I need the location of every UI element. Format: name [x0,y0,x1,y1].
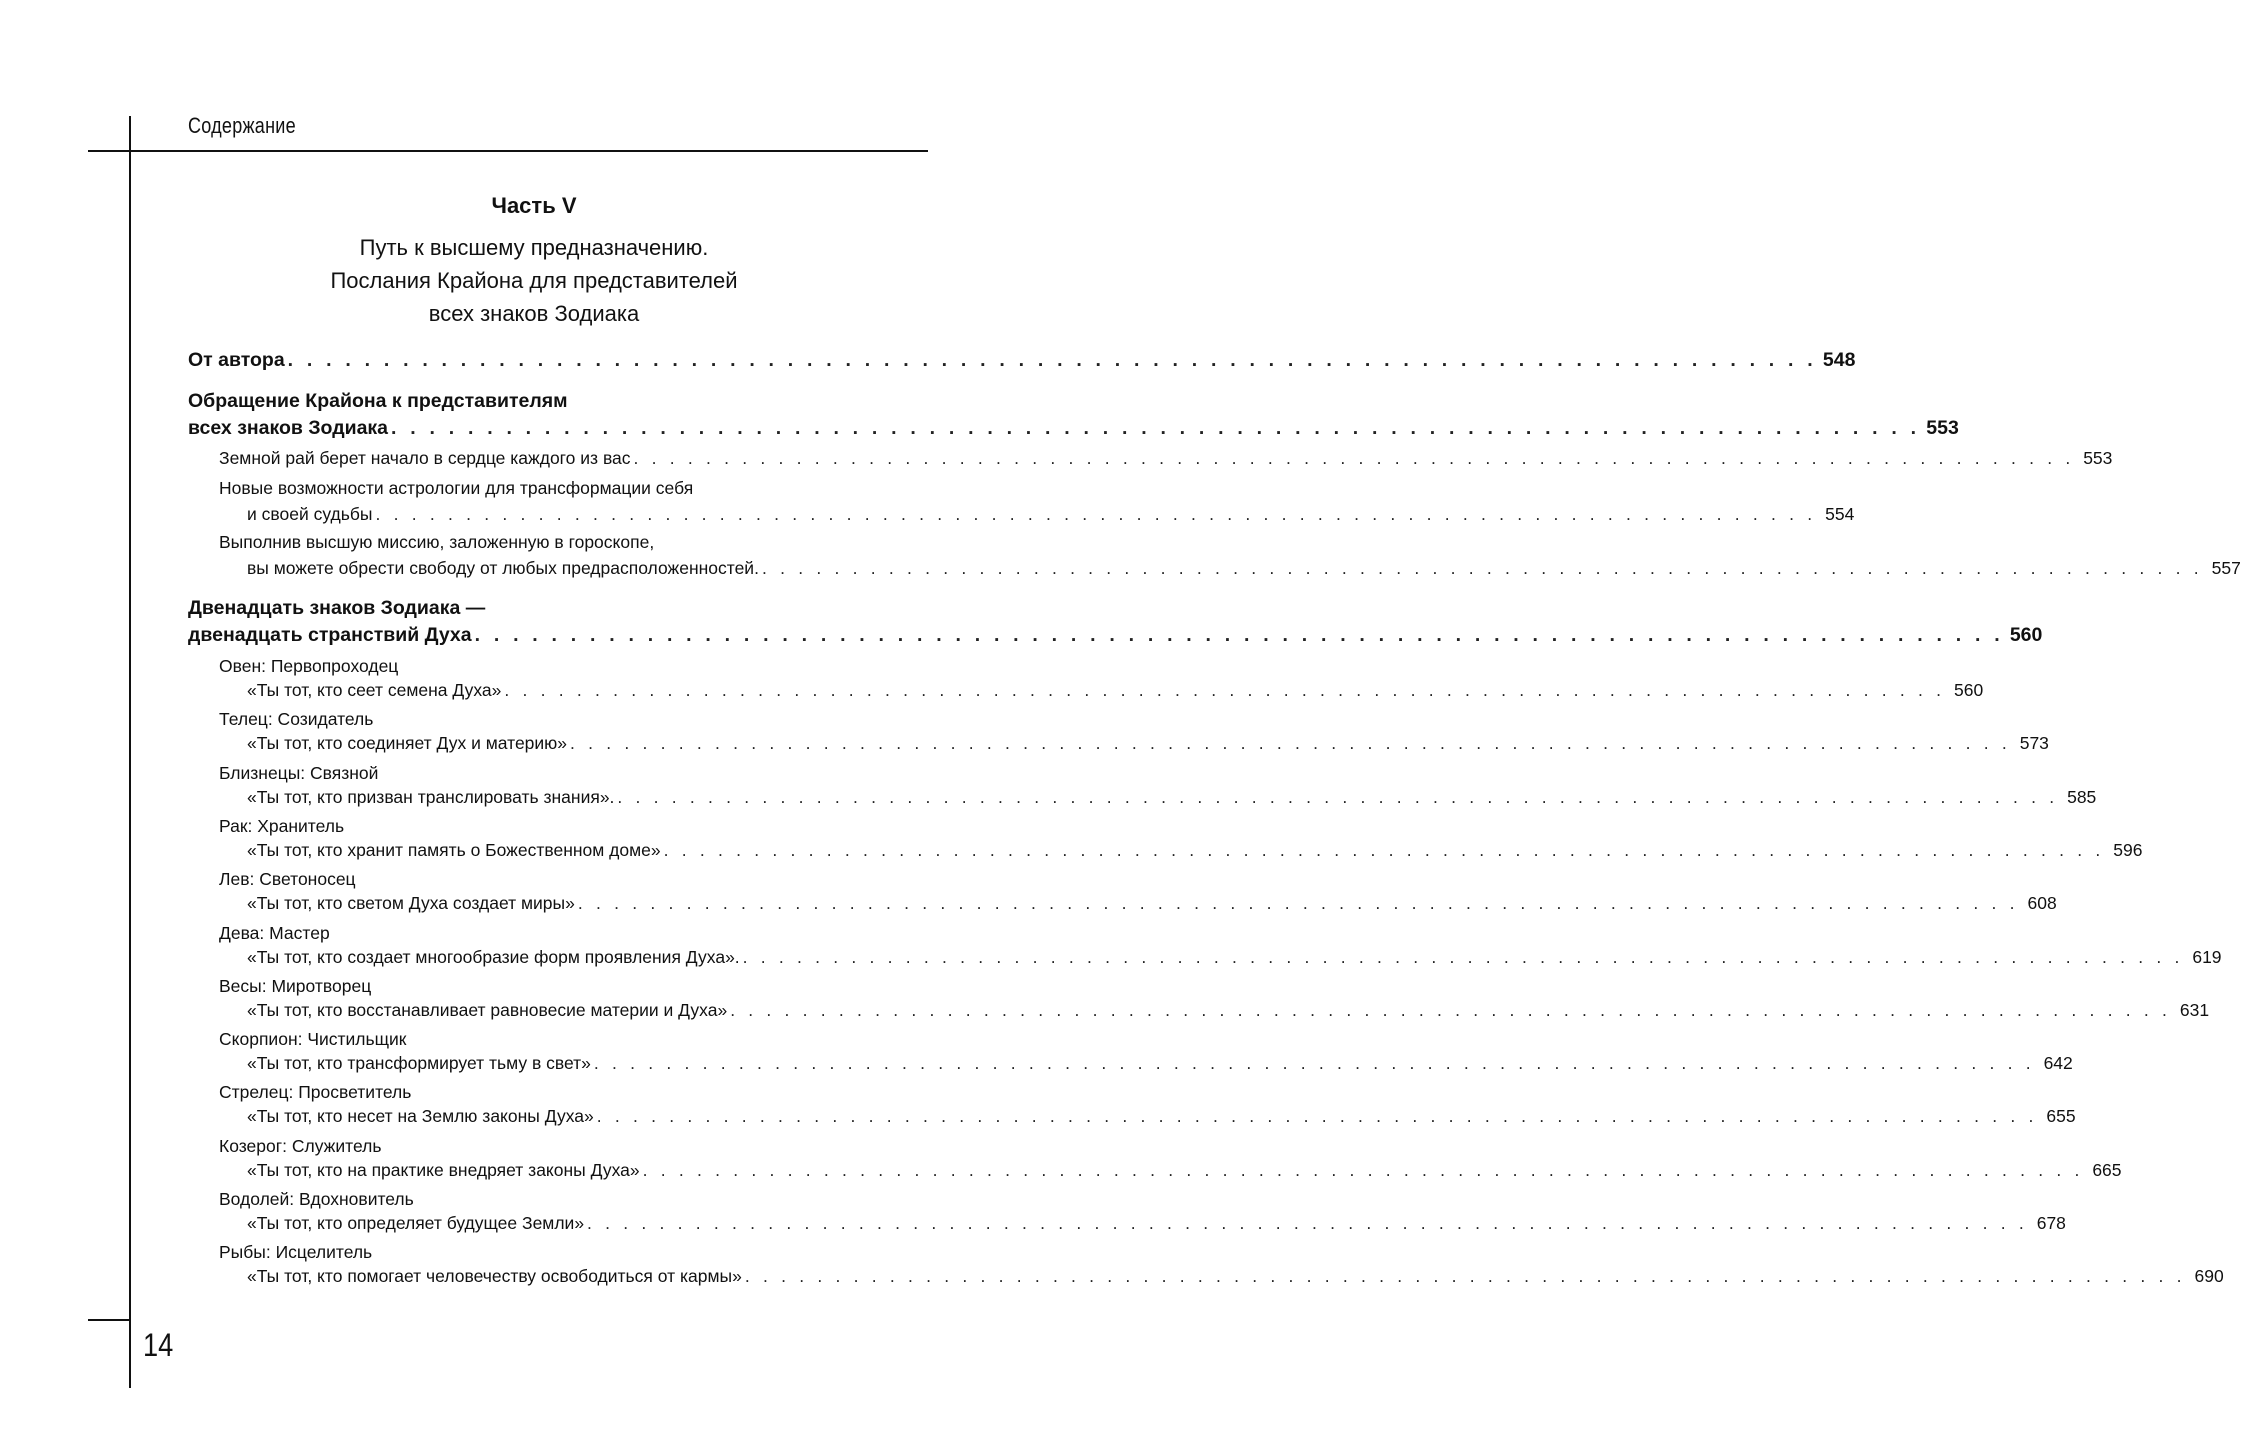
toc-entry-from-author-title: От автора [188,349,285,371]
toc-sign-entry[interactable] [247,946,2222,968]
toc-sign-name: Близнецы: Связной [219,762,379,783]
toc-sign-name: Скорпион: Чистильщик [219,1029,407,1050]
page-ref: 560 [1954,680,1984,700]
toc-sign-name: Телец: Созидатель [219,709,374,730]
toc-sign-entry-title: «Ты тот, кто на практике внедряет законы Духа» [247,1159,640,1180]
toc-sign-name: Овен: Первопроходец [219,656,399,676]
dot-leader: . . . . . . . . . . . . . . . . . . . . . . . . . . . . . . . . . . . . . . . . . . . . . . . . . . . . . . . . . . . . . . . . . . . . . . . . . . . . . . . . [570,733,2011,754]
toc-sign-entry[interactable] [247,1266,2224,1287]
toc-sign-name: Стрелец: Просветитель [219,1082,412,1103]
page-ref: 553 [1926,417,1959,439]
page-ref: 596 [2113,839,2143,860]
toc-subentry-title: Земной рай берет начало в сердце каждого из вас [219,448,631,468]
dot-leader: . . . . . . . . . . . . . . . . . . . . . . . . . . . . . . . . . . . . . . . . . . . . . . . . . . . . . . . . . . . . . . . . . . . . . . . . . . . . . . . . [287,349,1817,371]
page-ref: 655 [2046,1106,2076,1127]
toc-sign-entry[interactable] [247,680,1984,701]
toc-subentry-title: и своей судьбы [247,504,373,524]
toc-sign-entry-title: «Ты тот, кто сеет семена Духа» [247,680,502,700]
dot-leader: . . . . . . . . . . . . . . . . . . . . . . . . . . . . . . . . . . . . . . . . . . . . . . . . . . . . . . . . . . . . . . . . . . . . . . . . . . . . . . . . [391,417,1921,439]
part-subtitle [188,231,880,330]
toc-sign-entry-title: «Ты тот, кто создает многообразие форм проявления Духа». [247,946,740,967]
toc-entry-address-line1: Обращение Крайона к представителям [188,390,568,412]
page-ref: 631 [2179,999,2210,1020]
toc-sign-entry[interactable] [247,786,2097,808]
dot-leader: . . . . . . . . . . . . . . . . . . . . . . . . . . . . . . . . . . . . . . . . . . . . . . . . . . . . . . . . . . . . . . . . . . . . . . . . . . . . . . . . [744,1266,2186,1287]
page-ref: 548 [1822,349,1856,371]
page-ref: 585 [2067,786,2097,807]
toc-subentry-line1: Выполнив высшую миссию, заложенную в гороскопе, [219,532,655,552]
dot-leader: . . . . . . . . . . . . . . . . . . . . . . . . . . . . . . . . . . . . . . . . . . . . . . . . . . . . . . . . . . . . . . . . . . . . . . . . . . . . . . . . [593,1053,2035,1074]
page-ref: 573 [2019,733,2049,754]
header-rule [88,150,928,152]
page-ref: 557 [2211,558,2241,578]
toc-entry-address[interactable] [188,417,1959,440]
part-title: Часть V [491,193,577,218]
toc-entry-from-author[interactable] [188,349,1856,372]
page-ref: 678 [2036,1213,2066,1233]
dot-leader: . . . . . . . . . . . . . . . . . . . . . . . . . . . . . . . . . . . . . . . . . . . . . . . . . . . . . . . . . . . . . . . . . . . . . . . . . . . . . . . . [577,893,2019,914]
toc-entry-twelve-line1: Двенадцать знаков Зодиака — [188,597,486,619]
part-subtitle-line: Послания Крайона для представителей [330,268,738,293]
page-ref: 553 [2083,448,2113,468]
toc-sign-entry-title: «Ты тот, кто несет на Землю законы Духа» [247,1106,594,1127]
toc-sign-entry[interactable] [247,839,2143,861]
toc-sign-name: Рыбы: Исцелитель [219,1242,373,1263]
page-number: 14 [143,1327,174,1363]
dot-leader: . . . . . . . . . . . . . . . . . . . . . . . . . . . . . . . . . . . . . . . . . . . . . . . . . . . . . . . . . . . . . . . . . . . . . . . . . . . . . . . . [504,680,1946,700]
dot-leader: . . . . . . . . . . . . . . . . . . . . . . . . . . . . . . . . . . . . . . . . . . . . . . . . . . . . . . . . . . . . . . . . . . . . . . . . . . . . . . . . [761,558,2203,578]
dot-leader: . . . . . . . . . . . . . . . . . . . . . . . . . . . . . . . . . . . . . . . . . . . . . . . . . . . . . . . . . . . . . . . . . . . . . . . . . . . . . . . . [642,1159,2084,1180]
toc-sign-entry[interactable] [247,1053,2073,1074]
toc-sign-entry-title: «Ты тот, кто трансформирует тьму в свет» [247,1053,591,1074]
dot-leader: . . . . . . . . . . . . . . . . . . . . . . . . . . . . . . . . . . . . . . . . . . . . . . . . . . . . . . . . . . . . . . . . . . . . . . . . . . . . . . . . [742,946,2184,967]
toc-subentry[interactable] [247,504,1855,525]
toc-subentry-line1: Новые возможности астрологии для трансформации себя [219,478,694,498]
dot-leader: . . . . . . . . . . . . . . . . . . . . . . . . . . . . . . . . . . . . . . . . . . . . . . . . . . . . . . . . . . . . . . . . . . . . . . . . . . . . . . . . [617,786,2059,807]
running-head: Содержание [188,113,296,138]
toc-sign-entry-title: «Ты тот, кто призван транслировать знания». [247,786,615,807]
toc-sign-name: Дева: Мастер [219,922,330,943]
margin-rule-vertical [129,116,131,1388]
dot-leader: . . . . . . . . . . . . . . . . . . . . . . . . . . . . . . . . . . . . . . . . . . . . . . . . . . . . . . . . . . . . . . . . . . . . . . . . . . . . . . . . [663,839,2105,860]
toc-sign-entry[interactable] [247,893,2057,914]
dot-leader: . . . . . . . . . . . . . . . . . . . . . . . . . . . . . . . . . . . . . . . . . . . . . . . . . . . . . . . . . . . . . . . . . . . . . . . . . . . . . . . . [375,504,1817,524]
toc-sign-entry-title: «Ты тот, кто восстанавливает равновесие материи и Духа» [247,999,728,1020]
toc-subentry-title: вы можете обрести свободу от любых предрасположенностей. [247,558,759,578]
page-ref: 554 [1825,504,1855,524]
toc-sign-entry[interactable] [247,999,2210,1021]
toc-sign-entry-title: «Ты тот, кто определяет будущее Земли» [247,1213,585,1233]
dot-leader: . . . . . . . . . . . . . . . . . . . . . . . . . . . . . . . . . . . . . . . . . . . . . . . . . . . . . . . . . . . . . . . . . . . . . . . . . . . . . . . . [587,1213,2028,1233]
toc-entry-address-title: всех знаков Зодиака [188,417,389,439]
toc-sign-entry-title: «Ты тот, кто хранит память о Божественном доме» [247,839,661,860]
page-ref: 608 [2027,893,2057,914]
footer-rule [88,1319,130,1321]
toc-sign-name: Лев: Светоносец [219,869,356,890]
dot-leader: . . . . . . . . . . . . . . . . . . . . . . . . . . . . . . . . . . . . . . . . . . . . . . . . . . . . . . . . . . . . . . . . . . . . . . . . . . . . . . . . [730,999,2172,1020]
dot-leader: . . . . . . . . . . . . . . . . . . . . . . . . . . . . . . . . . . . . . . . . . . . . . . . . . . . . . . . . . . . . . . . . . . . . . . . . . . . . . . . . [474,624,2004,646]
part-subtitle-line: Путь к высшему предназначению. [359,235,709,260]
toc-sign-entry[interactable] [247,1213,2066,1234]
page-ref: 665 [2092,1159,2122,1180]
page-ref: 690 [2194,1266,2224,1287]
toc-sign-entry[interactable] [247,733,2049,754]
page-ref: 560 [2009,624,2043,646]
toc-sign-name: Весы: Миротворец [219,975,372,996]
toc-sign-entry[interactable] [247,1159,2122,1181]
page-ref: 642 [2043,1053,2073,1074]
toc-sign-name: Рак: Хранитель [219,815,345,836]
page-ref: 619 [2192,946,2222,967]
toc-entry-twelve-title: двенадцать странствий Духа [188,624,472,646]
toc-sign-name: Водолей: Вдохновитель [219,1189,414,1209]
toc-sign-entry-title: «Ты тот, кто помогает человечеству освободиться от кармы» [247,1266,742,1287]
dot-leader: . . . . . . . . . . . . . . . . . . . . . . . . . . . . . . . . . . . . . . . . . . . . . . . . . . . . . . . . . . . . . . . . . . . . . . . . . . . . . . . . [596,1106,2038,1127]
toc-sign-entry-title: «Ты тот, кто светом Духа создает миры» [247,893,575,914]
toc-subentry[interactable] [219,448,2113,469]
part-subtitle-line: всех знаков Зодиака [428,301,640,326]
dot-leader: . . . . . . . . . . . . . . . . . . . . . . . . . . . . . . . . . . . . . . . . . . . . . . . . . . . . . . . . . . . . . . . . . . . . . . . . . . . . . . . . [633,448,2075,468]
toc-subentry[interactable] [247,558,2241,579]
toc-sign-entry-title: «Ты тот, кто соединяет Дух и материю» [247,733,568,754]
toc-sign-entry[interactable] [247,1106,2076,1127]
toc-entry-twelve[interactable] [188,624,2043,647]
toc-sign-name: Козерог: Служитель [219,1135,382,1156]
